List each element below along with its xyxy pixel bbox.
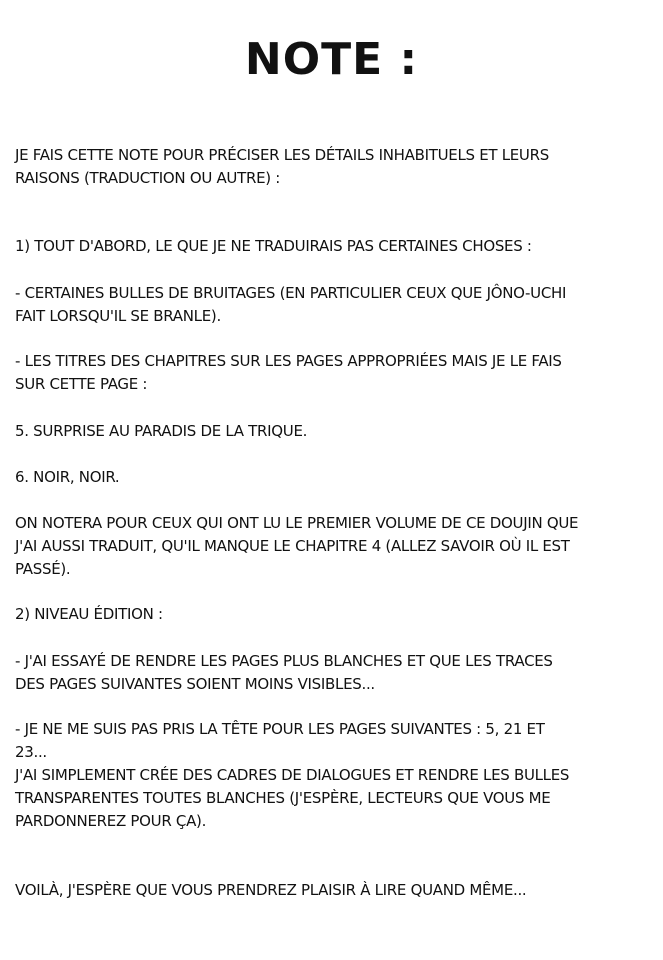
text-line: 23... <box>15 743 47 761</box>
text-line: PARDONNEREZ POUR ÇA). <box>15 812 207 830</box>
page-title: NOTE : <box>244 34 419 85</box>
text-line: TRANSPARENTES TOUTES BLANCHES (J'ESPÈRE, LECTEURS QUE VOUS ME <box>15 789 551 807</box>
text-line: 2) NIVEAU ÉDITION : <box>15 605 163 623</box>
text-line: - LES TITRES DES CHAPITRES SUR LES PAGES APPROPRIÉES MAIS JE LE FAIS <box>15 352 562 370</box>
text-line: 5. SURPRISE AU PARADIS DE LA TRIQUE. <box>15 422 308 440</box>
text-line: J'AI AUSSI TRADUIT, QU'IL MANQUE LE CHAPITRE 4 (ALLEZ SAVOIR OÙ IL EST <box>15 537 570 555</box>
text-line: RAISONS (TRADUCTION OU AUTRE) : <box>15 169 281 187</box>
text-line: DES PAGES SUIVANTES SOIENT MOINS VISIBLES... <box>15 675 375 693</box>
text-line: SUR CETTE PAGE : <box>15 375 148 393</box>
text-line: - J'AI ESSAYÉ DE RENDRE LES PAGES PLUS BLANCHES ET QUE LES TRACES <box>15 652 553 670</box>
text-line: - CERTAINES BULLES DE BRUITAGES (EN PARTICULIER CEUX QUE JÔNO-UCHI <box>15 284 567 302</box>
text-line: PASSÉ). <box>15 560 71 578</box>
text-line: J'AI SIMPLEMENT CRÉE DES CADRES DE DIALOGUES ET RENDRE LES BULLES <box>15 766 570 784</box>
text-line: 6. NOIR, NOIR. <box>15 468 120 486</box>
text-line: ON NOTERA POUR CEUX QUI ONT LU LE PREMIER VOLUME DE CE DOUJIN QUE <box>15 514 579 532</box>
text-line: 1) TOUT D'ABORD, LE QUE JE NE TRADUIRAIS PAS CERTAINES CHOSES : <box>15 237 532 255</box>
text-line: - JE NE ME SUIS PAS PRIS LA TÊTE POUR LES PAGES SUIVANTES : 5, 21 ET <box>15 720 545 738</box>
text-line: JE FAIS CETTE NOTE POUR PRÉCISER LES DÉTAILS INHABITUELS ET LEURS <box>15 146 549 164</box>
text-line: FAIT LORSQU'IL SE BRANLE). <box>15 307 221 325</box>
text-line: VOILÀ, J'ESPÈRE QUE VOUS PRENDREZ PLAISIR À LIRE QUAND MÊME... <box>15 881 527 899</box>
